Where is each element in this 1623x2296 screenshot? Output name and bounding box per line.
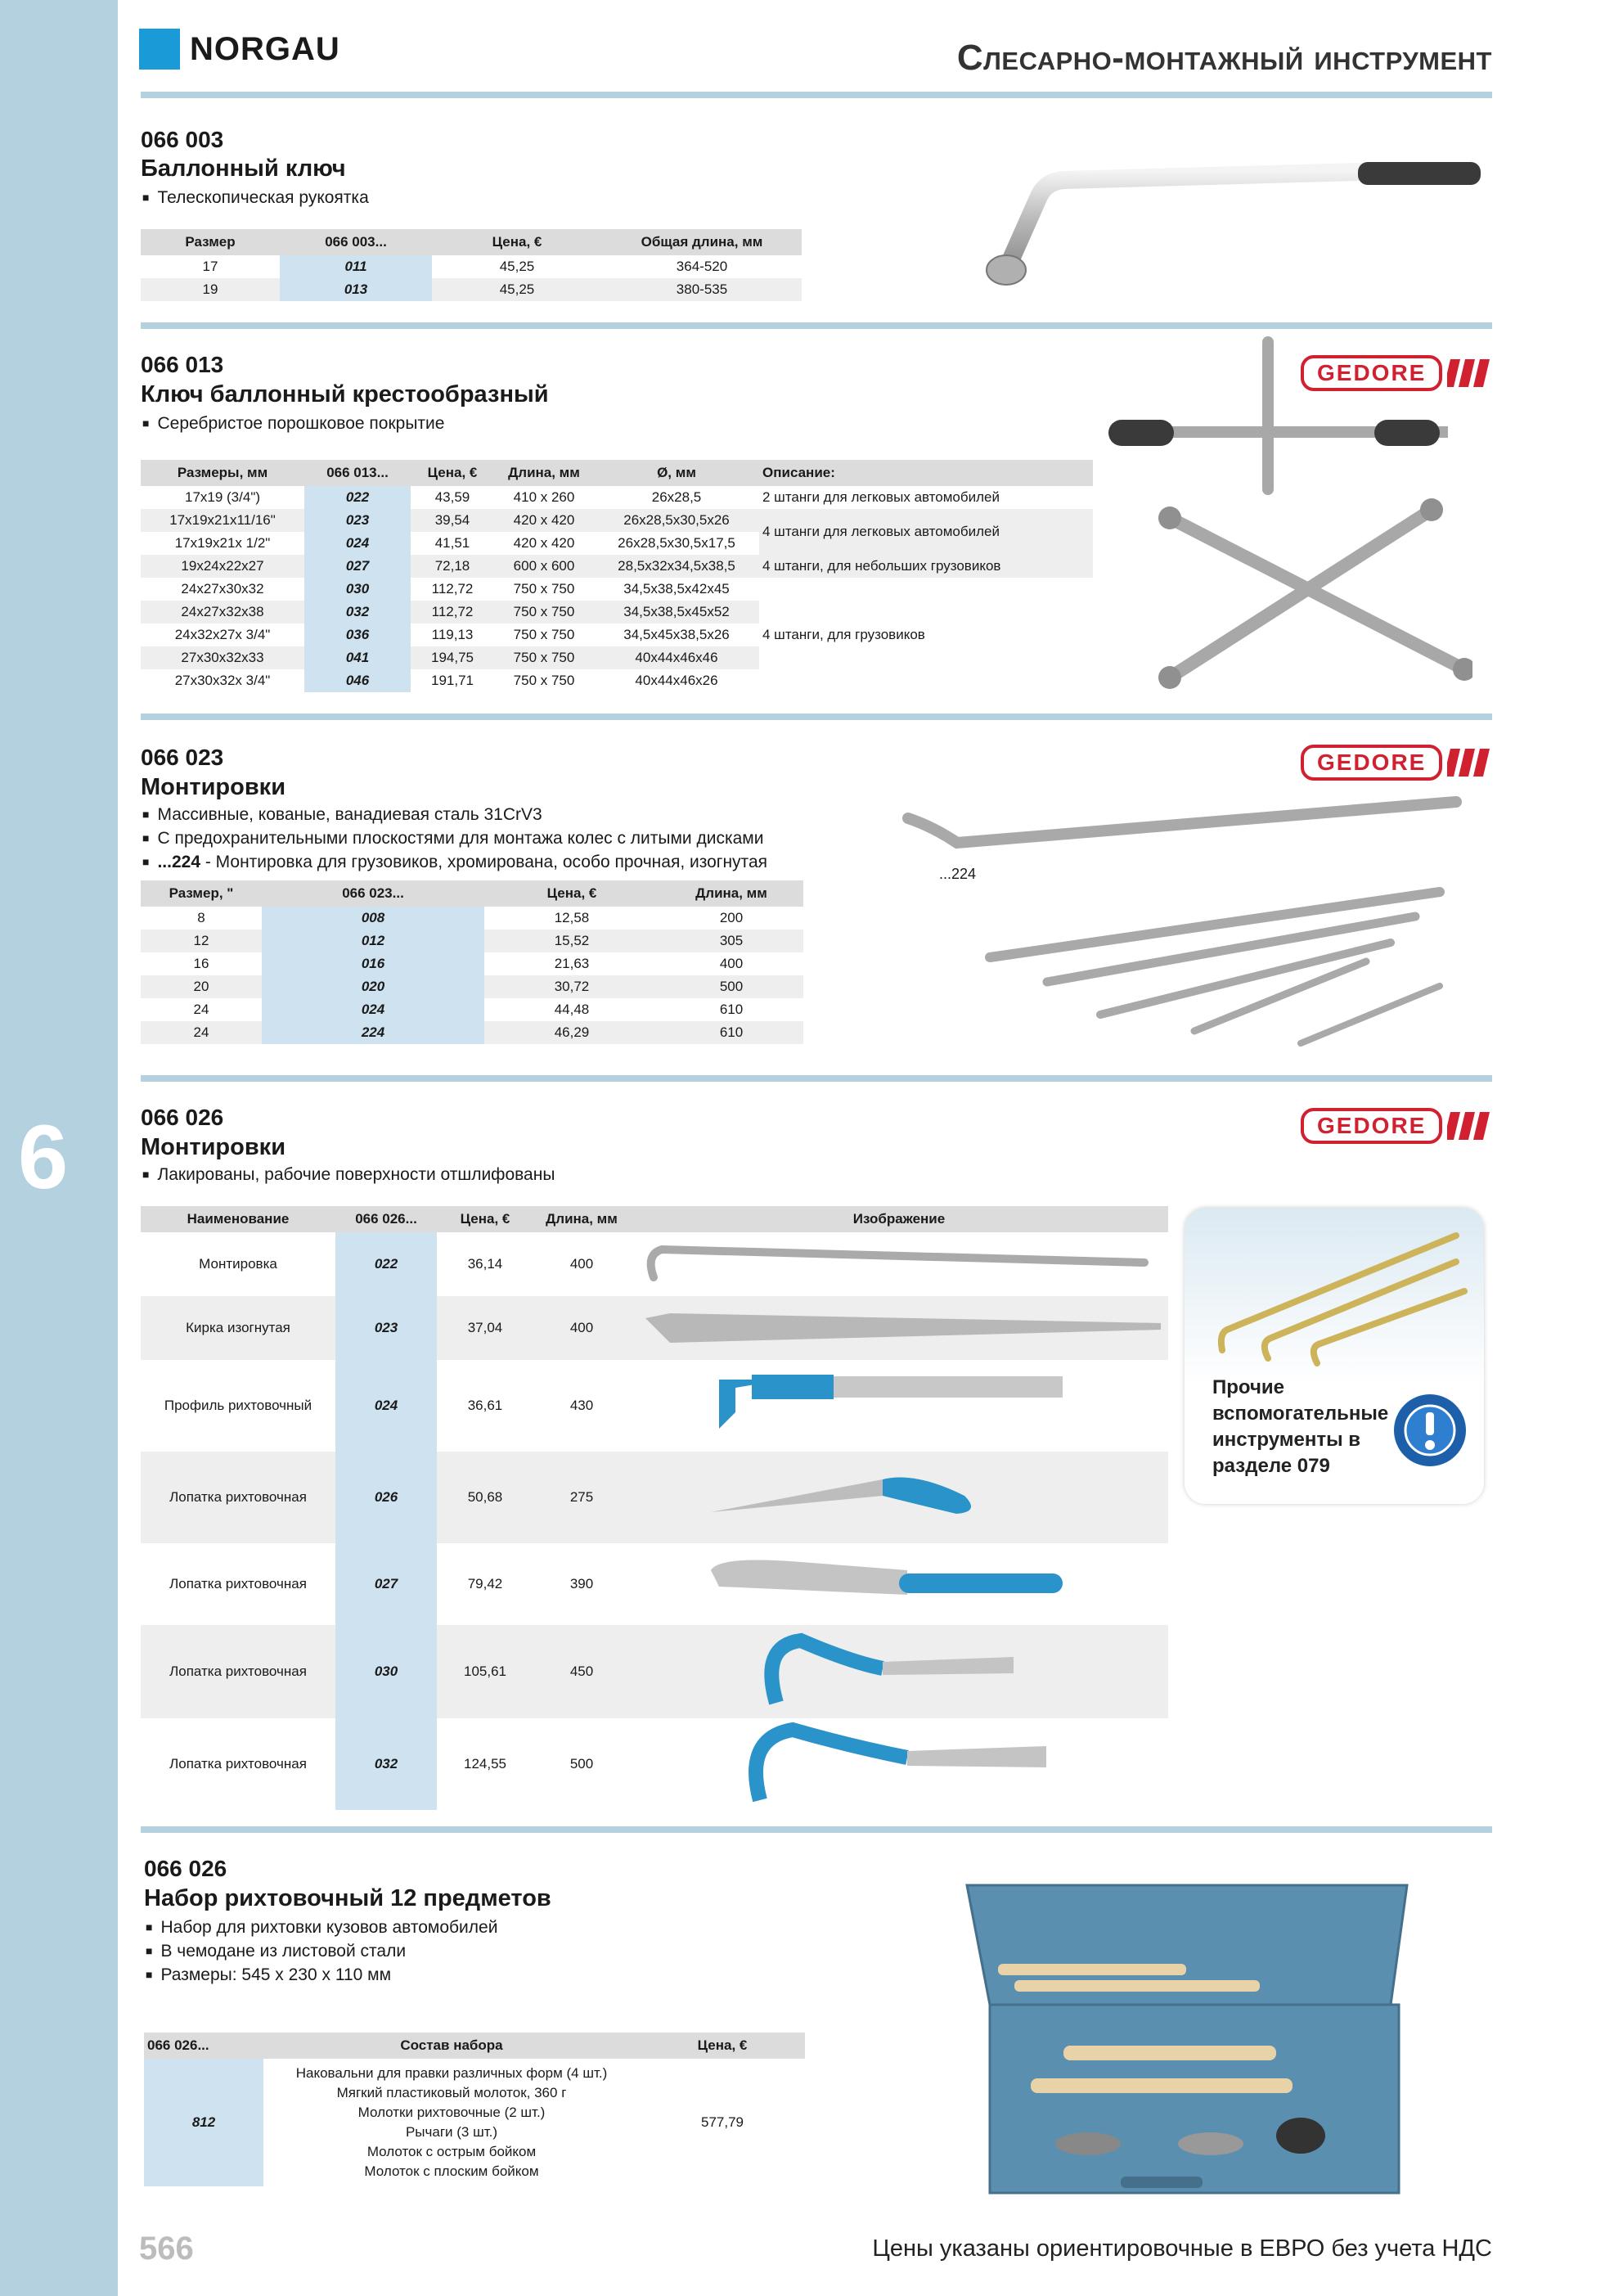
price-cell: 36,61 [467,1398,503,1413]
cell: 500 [569,1756,594,1772]
cell: 26x28,5x30,5x17,5 [618,535,735,551]
product-table [141,1206,1168,1810]
col-header: Общая длина, мм [602,229,802,255]
toolcase-image [965,1882,1423,2201]
product-title: Баллонный ключ [141,155,346,182]
table-row [141,255,802,278]
table-row [144,2059,805,2186]
price-cell: 50,68 [437,1452,533,1543]
price-cell: 46,29 [484,1021,659,1044]
article-cell: 032 [335,1718,437,1810]
col-header: Изображение [630,1206,1168,1232]
price-cell: 39,54 [411,509,494,532]
description-cell: 4 штанги, для небольших грузовиков [759,555,1093,578]
cell: 400 [719,956,744,971]
cell: 750 x 750 [494,601,594,624]
divider [141,322,1492,329]
divider [141,1826,1492,1833]
price-cell: 45,25 [499,259,535,274]
col-header: Размеры, мм [141,460,304,486]
table-row [141,1718,1168,1810]
col-header: 066 003... [280,229,432,255]
col-header: 066 026... [144,2033,263,2059]
image-cell [630,1360,1168,1452]
feature-item: ■ Лакированы, рабочие поверхности отшлифованы [142,1164,555,1187]
feature-item [142,851,767,875]
cell: 750 x 750 [494,646,594,669]
description-cell: 4 штанги для легковых автомобилей [759,509,1093,555]
feature-item: ■ С предохранительными плоскостями для монтажа колес с литыми дисками [142,827,767,851]
feature-text: - Монтировка для грузовиков, хромирована, особо прочная, изогнутая [200,853,767,871]
table-row [141,278,802,301]
col-header: Цена, € [437,1206,533,1232]
price-cell: 577,79 [701,2114,744,2130]
cell: 27x30x32x33 [141,646,304,669]
divider [141,1075,1492,1082]
cell: 390 [569,1576,594,1591]
price-cell: 112,72 [411,601,494,624]
table-row [141,975,803,998]
article-cell: 030 [335,1625,437,1718]
cell: 24 [141,1021,262,1044]
cell: 305 [659,930,803,952]
article-cell: 011 [280,255,432,278]
spoon-image [637,1455,1161,1537]
cell: 8 [197,910,205,925]
cell: 400 [533,1296,630,1360]
col-header: 066 013... [304,460,411,486]
col-header: Цена, € [411,460,494,486]
table-row [141,998,803,1021]
price-cell: 44,48 [554,1002,590,1017]
price-cell: 41,51 [434,535,470,551]
col-header: Длина, мм [533,1206,630,1232]
article-cell: 036 [304,624,411,646]
cell: 19x24x22x27 [141,555,304,578]
divider [141,714,1492,720]
pry-tools-image [1211,1219,1472,1366]
col-header: Размер [141,229,280,255]
tire-levers-image [900,794,1472,1064]
footer-note: Цены указаны ориентировочные в ЕВРО без учета НДС [872,2235,1492,2262]
cell: 34,5x38,5x45x52 [594,601,759,624]
article-cell: 030 [304,578,411,601]
section-number: 6 [18,1107,69,1208]
product-title: Ключ баллонный крестообразный [141,381,549,407]
cell: 12 [141,930,262,952]
article-cell: 024 [262,998,484,1021]
table-row [141,1296,1168,1360]
cell: 610 [719,1002,744,1017]
price-cell: 43,59 [434,489,470,505]
article-cell: 027 [335,1543,437,1625]
info-badge-icon [1391,1391,1469,1470]
col-header: Состав набора [263,2033,640,2059]
table-row [141,1232,1168,1296]
table-row [141,907,803,930]
price-cell: 45,25 [432,278,602,301]
cell: 40x44x46x26 [635,673,718,688]
contents-item: Молотки рихтовочные (2 шт.) [357,2105,546,2120]
cell: 24 [193,1002,209,1017]
cell: 364-520 [676,259,728,274]
cell: 420 x 420 [513,535,575,551]
price-cell: 30,72 [484,975,659,998]
article-cell: 012 [262,930,484,952]
image-cell [630,1452,1168,1543]
brand-logo-square [139,29,180,70]
article-cell: 008 [262,907,484,930]
cell: 17x19 (3/4") [184,489,261,505]
cell: 600 x 600 [494,555,594,578]
cell: 275 [533,1452,630,1543]
brand-badge: GEDORE [1301,355,1442,391]
table-row [141,1360,1168,1452]
cell: 24x27x30x32 [181,581,264,597]
info-card-text: Прочие вспомогательные инструменты в разделе 079 [1212,1376,1389,1477]
cross-wrench-image [1104,334,1472,694]
product-code: 066 013 [141,352,224,377]
cell: 430 [569,1398,594,1413]
article-cell: 026 [335,1452,437,1543]
table-row [141,1543,1168,1625]
cell: 750 x 750 [513,673,575,688]
price-cell: 72,18 [411,555,494,578]
cell: Лопатка рихтовочная [169,1756,307,1772]
cell: 16 [193,956,209,971]
contents-item: Мягкий пластиковый молоток, 360 г [336,2085,567,2100]
description-cell: 4 штанги, для грузовиков [762,627,925,642]
cell: 20 [141,975,262,998]
col-header: Цена, € [640,2033,805,2059]
feature-list [142,412,444,436]
product-title: Монтировки [141,774,286,800]
feature-item: ■ Телескопическая рукоятка [142,187,369,210]
col-header: 066 023... [262,880,484,907]
cell: 750 x 750 [513,581,575,597]
article-cell: 022 [304,486,411,509]
cell: 40x44x46x46 [594,646,759,669]
product-code: 066 026 [144,1856,227,1881]
set-table [144,2033,805,2186]
gedore-logo [1301,1108,1496,1144]
image-cell [630,1232,1168,1296]
cell: 400 [569,1256,594,1272]
page-title: Слесарно-монтажный инструмент [956,38,1492,78]
contents-item: Наковальни для правки различных форм (4 шт.) [295,2065,608,2081]
feature-bold: ...224 [157,853,201,871]
table-row [141,1021,803,1044]
contents-item: Рычаги (3 шт.) [405,2124,498,2140]
feature-list [142,804,767,875]
feature-item: ■ В чемодане из листовой стали [146,1940,497,1964]
article-cell: 020 [262,975,484,998]
cell: Лопатка рихтовочная [141,1452,335,1543]
price-cell: 191,71 [431,673,474,688]
description-cell: 2 штанги для легковых автомобилей [762,489,1000,505]
table-row [141,578,1093,601]
article-cell: 023 [335,1296,437,1360]
article-cell: 027 [304,555,411,578]
col-header: Длина, мм [659,880,803,907]
price-cell: 79,42 [467,1576,503,1591]
article-cell: 024 [335,1360,437,1452]
feature-item: ■ Массивные, кованые, ванадиевая сталь 31CrV3 [142,804,767,827]
gedore-logo [1301,745,1496,781]
price-cell: 124,55 [464,1756,506,1772]
table-row [141,486,1093,509]
cell: Лопатка рихтовочная [141,1625,335,1718]
price-cell: 105,61 [437,1625,533,1718]
price-cell: 36,14 [467,1256,503,1272]
page-number: 566 [139,2231,194,2267]
col-header: Цена, € [484,880,659,907]
price-table [141,229,802,301]
cell: 24x27x32x38 [141,601,304,624]
image-label: ...224 [939,866,977,882]
cell: 24x32x27x 3/4" [174,627,271,642]
col-header: 066 026... [335,1206,437,1232]
brand-badge: GEDORE [1301,1108,1442,1144]
article-cell: 032 [304,601,411,624]
cell: Профиль рихтовочный [164,1398,312,1413]
article-cell: 023 [304,509,411,532]
cell: 500 [659,975,803,998]
article-cell: 224 [262,1021,484,1044]
article-cell: 024 [304,532,411,555]
cell: 17x19x21x 1/2" [174,535,271,551]
cell: Кирка изогнутая [141,1296,335,1360]
image-cell [630,1718,1168,1810]
cell: 28,5x32x34,5x38,5 [594,555,759,578]
cell: 17x19x21x11/16" [141,509,304,532]
cell: 410 x 260 [513,489,575,505]
product-code: 066 003 [141,127,224,152]
product-code: 066 026 [141,1105,224,1130]
price-cell: 37,04 [437,1296,533,1360]
col-header: Наименование [141,1206,335,1232]
table-row [141,1452,1168,1543]
col-header: Ø, мм [594,460,759,486]
brand-logo: NORGAU [190,31,340,67]
price-cell: 194,75 [411,646,494,669]
curved-spoon-image [637,1629,1161,1711]
cell: 450 [533,1625,630,1718]
price-cell: 15,52 [484,930,659,952]
price-cell: 21,63 [554,956,590,971]
cell: 34,5x45x38,5x26 [623,627,730,642]
table-row [141,952,803,975]
spoon-image [637,1546,1161,1619]
lug-wrench-image [949,147,1505,303]
feature-list [142,187,369,210]
table-row [141,509,1093,532]
product-title: Монтировки [141,1134,286,1160]
cell: 19 [141,278,280,301]
price-table [141,880,803,1044]
cell: 610 [659,1021,803,1044]
cell: 200 [719,910,744,925]
cell: 380-535 [602,278,802,301]
article-cell: 022 [335,1232,437,1296]
cell: 34,5x38,5x42x45 [623,581,730,597]
contents-item: Молоток с острым бойком [366,2144,537,2159]
price-cell: 112,72 [431,581,474,597]
price-table [141,460,1093,692]
article-cell: 041 [304,646,411,669]
cell: Монтировка [199,1256,277,1272]
table-row [141,555,1093,578]
stripes-icon [1447,747,1496,778]
product-title: Набор рихтовочный 12 предметов [144,1885,551,1911]
divider [141,92,1492,98]
col-header: Цена, € [432,229,602,255]
article-cell: 812 [144,2059,263,2186]
cell: 27x30x32x 3/4" [174,673,271,688]
dolly-profile-image [637,1363,1161,1445]
article-cell: 016 [262,952,484,975]
image-cell [630,1296,1168,1360]
curved-spoon-image [637,1722,1161,1803]
product-code: 066 023 [141,745,224,770]
cell: 26x28,5 [651,489,702,505]
cell: 420 x 420 [494,509,594,532]
pry-bar-image [637,1238,1161,1287]
feature-list [142,1164,555,1187]
col-header: Длина, мм [494,460,594,486]
image-cell [630,1543,1168,1625]
feature-item: ■ Размеры: 545 x 230 x 110 мм [146,1964,497,1988]
feature-item: ■ Набор для рихтовки кузовов автомобилей [146,1916,497,1940]
article-cell: 013 [280,278,432,301]
bent-pick-image [637,1302,1161,1351]
feature-list [146,1916,497,1988]
cell: 17 [202,259,218,274]
cell: 26x28,5x30,5x26 [594,509,759,532]
feature-item: ■ Серебристое порошковое покрытие [142,412,444,436]
brand-badge: GEDORE [1301,745,1442,781]
col-header: Описание: [759,460,1093,486]
stripes-icon [1447,1110,1496,1141]
table-row [141,1625,1168,1718]
article-cell: 046 [304,669,411,692]
cell: Лопатка рихтовочная [169,1576,307,1591]
contents-item: Молоток с плоским бойком [364,2163,539,2179]
table-row [141,930,803,952]
contents-cell [263,2059,640,2186]
image-cell [630,1625,1168,1718]
col-header: Размер, " [141,880,262,907]
cell: 750 x 750 [513,627,575,642]
price-cell: 12,58 [554,910,590,925]
price-cell: 119,13 [431,627,474,642]
